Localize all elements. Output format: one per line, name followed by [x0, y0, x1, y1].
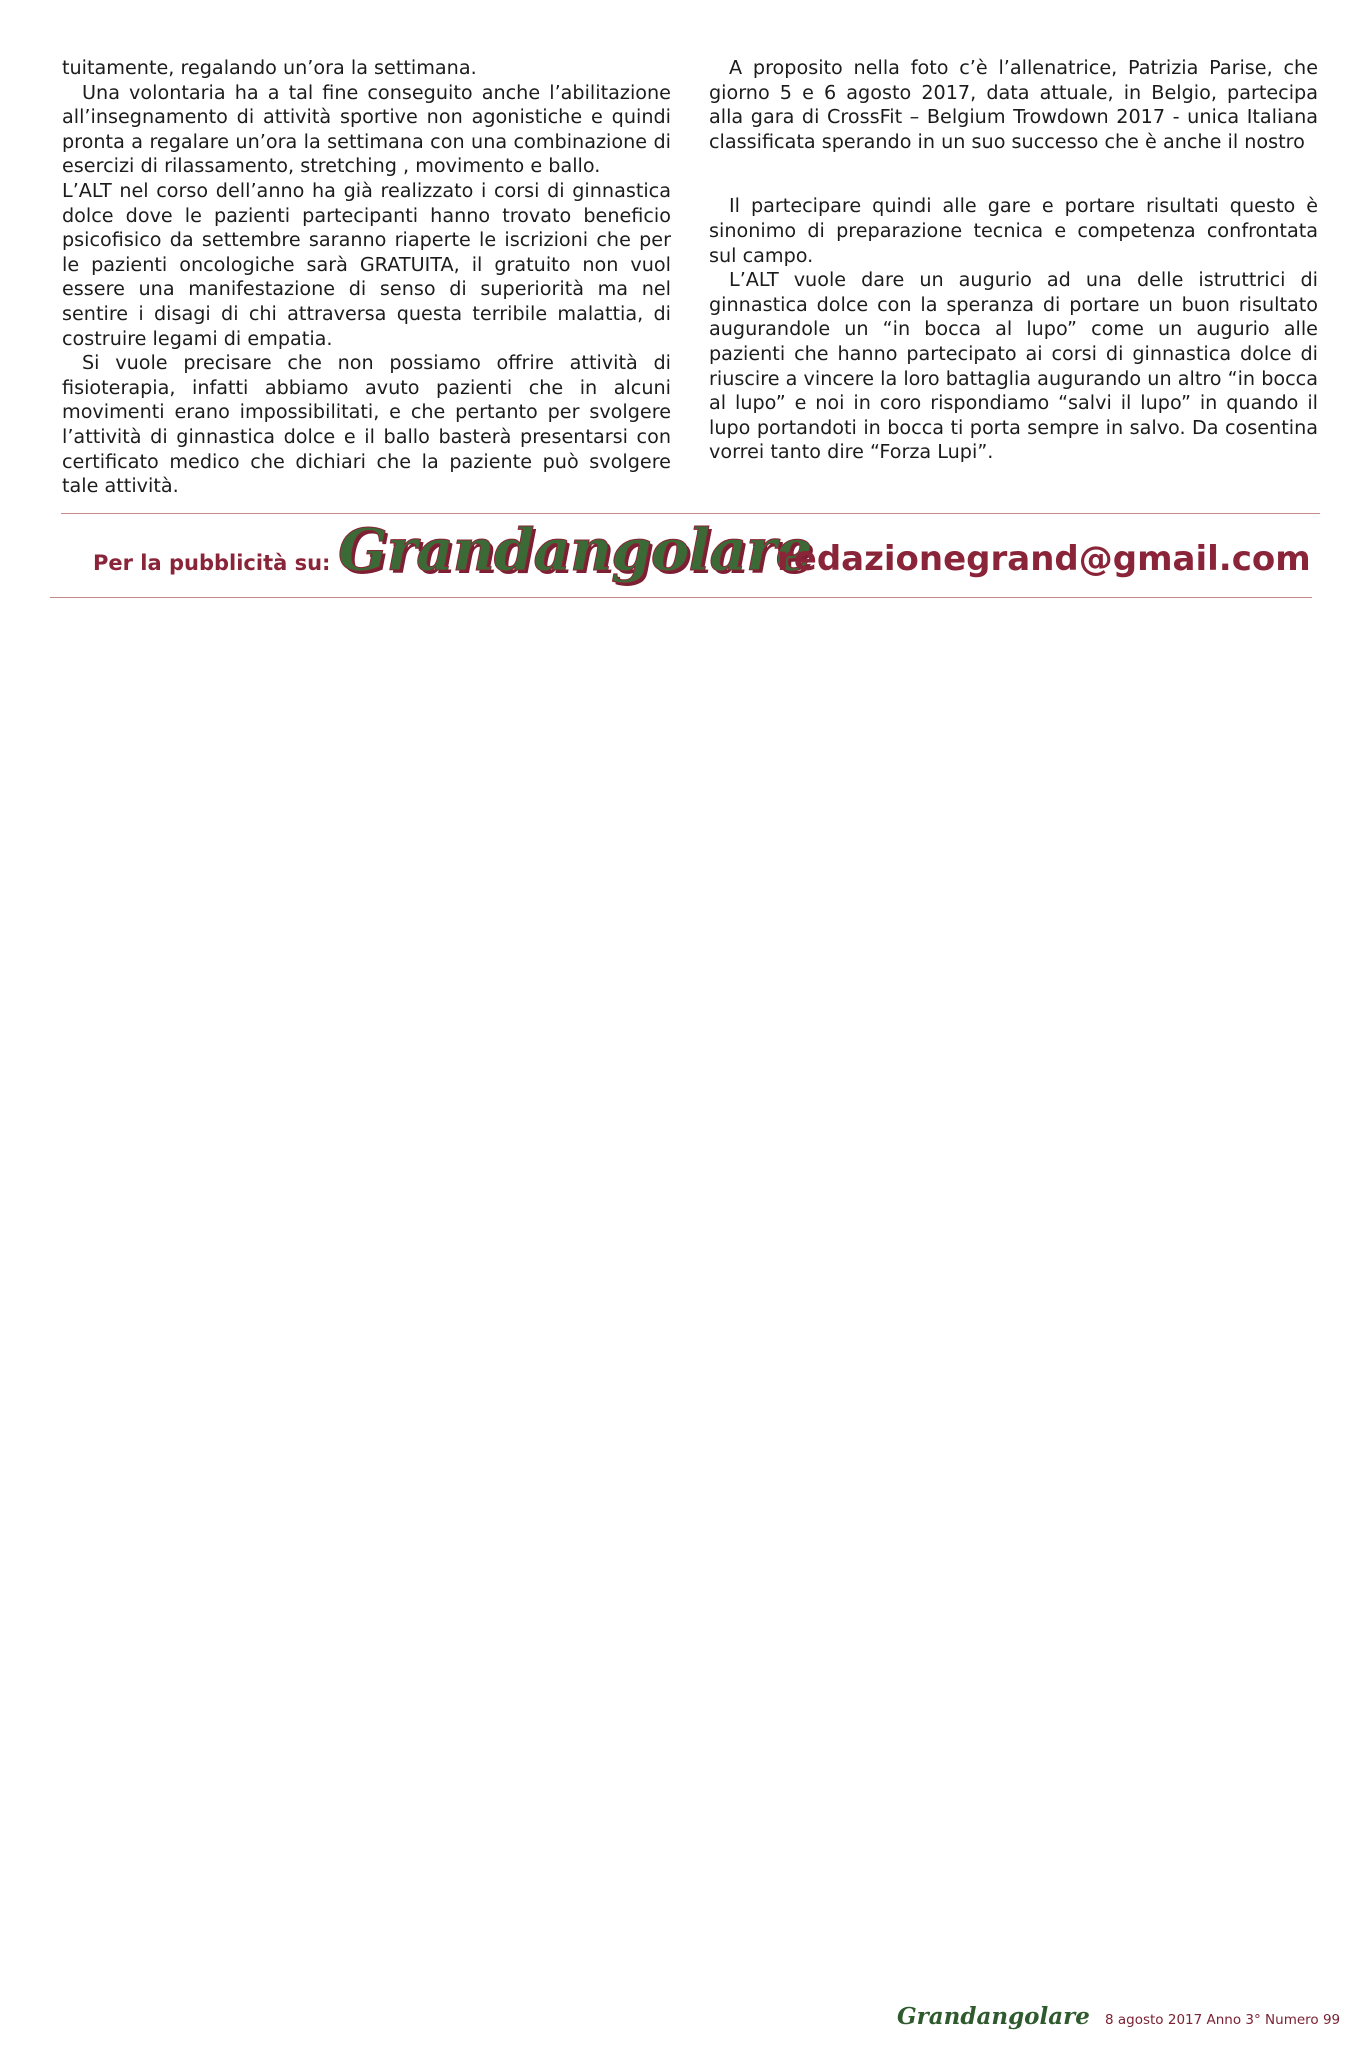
divider-bottom — [50, 597, 1312, 598]
paragraph: Si vuole precisare che non possiamo offrire attività di fisioterapia, infatti abbiamo avuto pazienti che in alcuni movimenti erano impossibilitati, e che pertanto per svolgere l’attività di ginnastica dolce e il ballo basterà presentarsi con certificato medico che dichiari che la paziente può svolgere tale attività. — [62, 351, 671, 498]
paragraph: L’ALT vuole dare un augurio ad una delle istruttrici di ginnastica dolce con la speranza di portare un buon risultato augurandole un “in bocca al lupo” come un augurio alle pazienti che hanno partecipato ai corsi di ginnastica dolce di riuscire a vincere la loro battaglia augurando un altro “in bocca al lupo” e noi in coro rispondiamo “salvi il lupo” in quando il lupo portandoti in bocca ti porta sempre in salvo. Da cosentina vorrei tanto dire “Forza Lupi”. — [709, 268, 1318, 464]
ad-banner — [0, 516, 1371, 592]
page-footer — [897, 2003, 1340, 2033]
paragraph: Una volontaria ha a tal fine conseguito anche l’abilitazione all’insegnamento di attività sportive non agonistiche e quindi pronta a regalare un’ora la settimana con una combinazione di esercizi di rilassamento, stretching , movimento e ballo. — [62, 80, 671, 178]
article-column-left — [62, 56, 671, 499]
paragraph: A proposito nella foto c’è l’allenatrice, Patrizia Parise, che giorno 5 e 6 agosto 2017, data attuale, in Belgio, partecipa alla gara di CrossFit – Belgium Trowdown 2017 - unica Italiana classificata sperando in un suo successo che è anche il nostro — [709, 56, 1318, 153]
ad-logo: Grandangolare — [338, 516, 812, 584]
paragraph: tuitamente, regalando un’ora la settimana. — [62, 56, 477, 79]
ad-label: Per la pubblicità su: — [93, 551, 331, 575]
paragraph: L’ALT nel corso dell’anno ha già realizzato i corsi di ginnastica dolce dove le pazienti partecipanti hanno trovato beneficio psicofisico da settembre saranno riaperte le iscrizioni che per le pazienti oncologiche sarà GRATUITA, il gratuito non vuol essere una manifestazione di senso di superiorità ma nel sentire i disagi di chi attraversa questa terribile malattia, di costruire legami di empatia. — [62, 178, 671, 350]
paragraph: Il partecipare quindi alle gare e portare risultati questo è sinonimo di preparazione tecnica e competenza confrontata sul campo. — [709, 194, 1318, 267]
ad-email-link[interactable]: redazionegrand@gmail.com — [777, 539, 1311, 579]
paragraph-gap — [709, 154, 1318, 194]
footer-logo: Grandangolare — [897, 2003, 1090, 2030]
article-column-right — [709, 56, 1318, 465]
divider-top — [61, 513, 1320, 514]
footer-issue-info: 8 agosto 2017 Anno 3° Numero 99 — [1105, 2012, 1341, 2028]
